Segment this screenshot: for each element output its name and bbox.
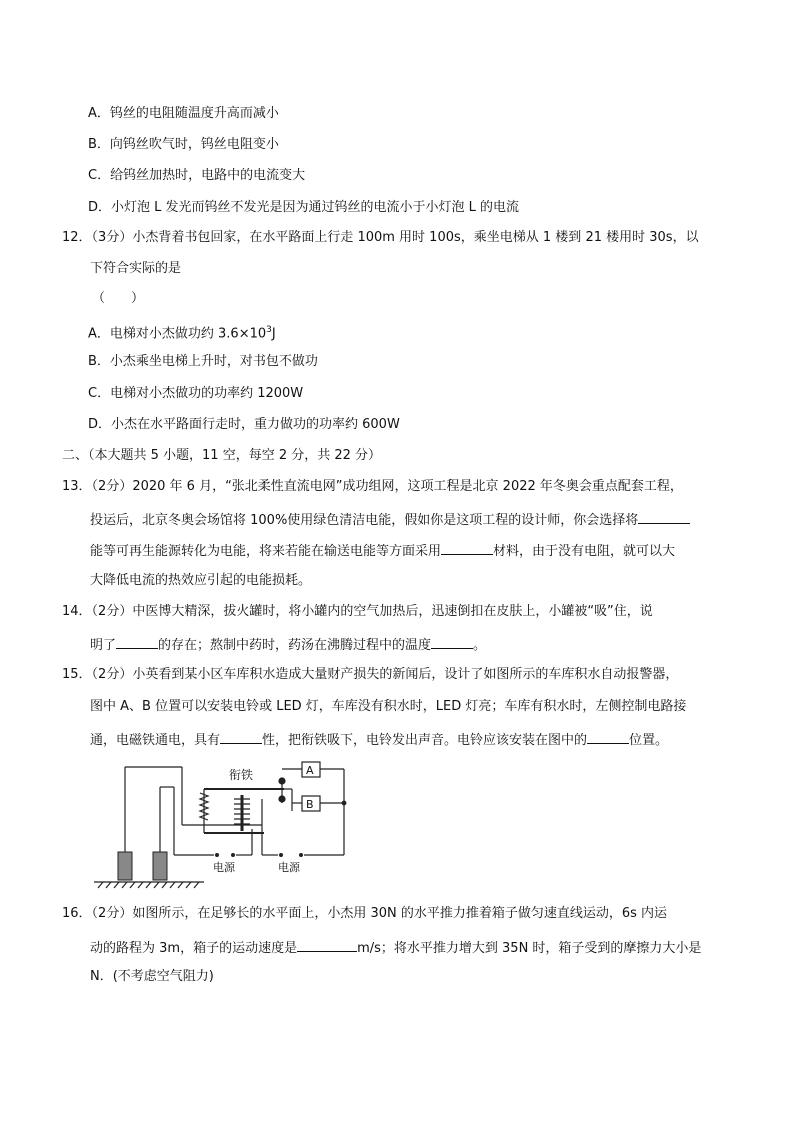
q13-stem-line3 xyxy=(90,540,675,561)
option-text: 向钨丝吹气时，钨丝电阻变小 xyxy=(109,137,279,152)
unit: J xyxy=(271,326,276,342)
section-heading: 二、（本大题共 5 小题，11 空，每空 2 分，共 22 分） xyxy=(62,448,382,463)
label-b: B xyxy=(306,798,314,811)
terminal-dot xyxy=(279,853,283,857)
alarm-circuit-diagram xyxy=(92,757,362,889)
q13-stem-line4: 大降低电流的热效应引起的电能损耗。 xyxy=(90,573,312,588)
q12-stem-line1: 12．（3分）小杰背着书包回家，在水平路面上行走 100m 用时 100s，乘坐电梯从 1 楼到 21 楼用时 30s，以 xyxy=(62,230,699,245)
q13-stem-line2 xyxy=(90,509,690,530)
exponent: 3 xyxy=(266,325,272,335)
stem-text: 位置。 xyxy=(629,733,669,748)
q16-stem-line3: N．(不考虑空气阻力) xyxy=(90,969,214,984)
q15-stem-line2: 图中 A、B 位置可以安装电铃或 LED 灯，车库没有积水时，LED 灯亮；车库有积水时，左侧控制电路接 xyxy=(90,699,687,714)
option-letter: C． xyxy=(88,168,111,183)
stem-text: 材料，由于没有电阻，就可以大 xyxy=(493,544,676,559)
probe-left xyxy=(118,852,132,880)
q12-option-d: D．小杰在水平路面行走时，重力做功的功率约 600W xyxy=(88,417,400,432)
q13-stem-line1: 13．（2分）2020 年 6 月，“张北柔性直流电网”成功组网，这项工程是北京 2022 年冬奥会重点配套工程， xyxy=(62,479,683,494)
spring xyxy=(200,793,208,820)
stem-text: 动的路程为 3m，箱子的运动速度是 xyxy=(90,941,298,956)
terminal-dot xyxy=(299,853,303,857)
answer-blank[interactable] xyxy=(441,540,493,555)
answer-blank[interactable] xyxy=(220,729,262,744)
terminal-dot xyxy=(231,853,235,857)
label-power-source-2: 电源 xyxy=(278,861,300,874)
answer-blank[interactable] xyxy=(297,937,357,952)
option-text: 小灯泡 L 发光而钨丝不发光是因为通过钨丝的电流小于小灯泡 L 的电流 xyxy=(111,200,520,215)
stem-text: 。 xyxy=(473,638,487,653)
terminal-dot xyxy=(215,853,219,857)
q11-option-c xyxy=(88,167,305,185)
stem-text: m/s；将水平推力增大到 35N 时，箱子受到的摩擦力大小是 xyxy=(357,941,702,956)
stem-text: 投运后，北京冬奥会场馆将 100%使用绿色清洁电能，假如你是这项工程的设计师，你会选择将 xyxy=(90,513,639,528)
option-text: 给钨丝加热时，电路中的电流变大 xyxy=(110,168,306,183)
q15-stem-line3 xyxy=(90,729,668,750)
junction-dot xyxy=(342,801,346,805)
q15-stem-line1: 15．（2分）小英看到某小区车库积水造成大量财产损失的新闻后，设计了如图所示的车库积水自动报警器， xyxy=(62,667,679,682)
q12-option-c: C．电梯对小杰做功的功率约 1200W xyxy=(88,386,304,401)
option-letter: B． xyxy=(88,137,110,152)
q14-stem-line1: 14．（2分）中医博大精深，拔火罐时，将小罐内的空气加热后，迅速倒扣在皮肤上，小罐被“吸”住，说 xyxy=(62,604,653,619)
stem-text: 通，电磁铁通电，具有 xyxy=(90,733,221,748)
option-text: 钨丝的电阻随温度升高而减小 xyxy=(109,106,279,121)
option-letter: D． xyxy=(88,200,112,215)
q11-option-d xyxy=(88,199,519,217)
q16-stem-line1: 16．（2分）如图所示，在足够长的水平面上，小杰用 30N 的水平推力推着箱子做匀速直线运动，6s 内运 xyxy=(62,906,668,921)
q16-stem-line2 xyxy=(90,937,701,958)
q12-option-b: B．小杰乘坐电梯上升时，对书包不做功 xyxy=(88,354,318,369)
answer-blank[interactable] xyxy=(116,634,158,649)
stem-text: 的存在；熬制中药时，药汤在沸腾过程中的温度 xyxy=(158,638,432,653)
probe-right xyxy=(153,852,167,880)
answer-blank[interactable] xyxy=(587,729,629,744)
option-letter: A． xyxy=(88,106,110,121)
stem-text: 能等可再生能源转化为电能，将来若能在输送电能等方面采用 xyxy=(90,544,442,559)
answer-blank[interactable] xyxy=(638,509,690,524)
answer-blank[interactable] xyxy=(431,634,473,649)
q12-option-a xyxy=(88,321,276,343)
q12-answer-paren: （ ） xyxy=(92,291,145,306)
stem-text: 性，把衔铁吸下，电铃发出声音。电铃应该安装在图中的 xyxy=(262,733,588,748)
option-text: A．电梯对小杰做功约 3.6×10 xyxy=(88,326,267,342)
q12-stem-line2: 下符合实际的是 xyxy=(90,261,182,276)
stem-text: 明了 xyxy=(90,638,117,653)
label-power-source-1: 电源 xyxy=(213,861,235,874)
ground-hatch xyxy=(98,882,199,888)
contact-bottom xyxy=(279,796,285,802)
label-armature: 衔铁 xyxy=(229,768,254,782)
q11-option-b xyxy=(88,136,279,154)
contact-top xyxy=(279,778,285,784)
label-a: A xyxy=(306,764,314,777)
q14-stem-line2 xyxy=(90,634,486,655)
q11-option-a xyxy=(88,105,279,123)
